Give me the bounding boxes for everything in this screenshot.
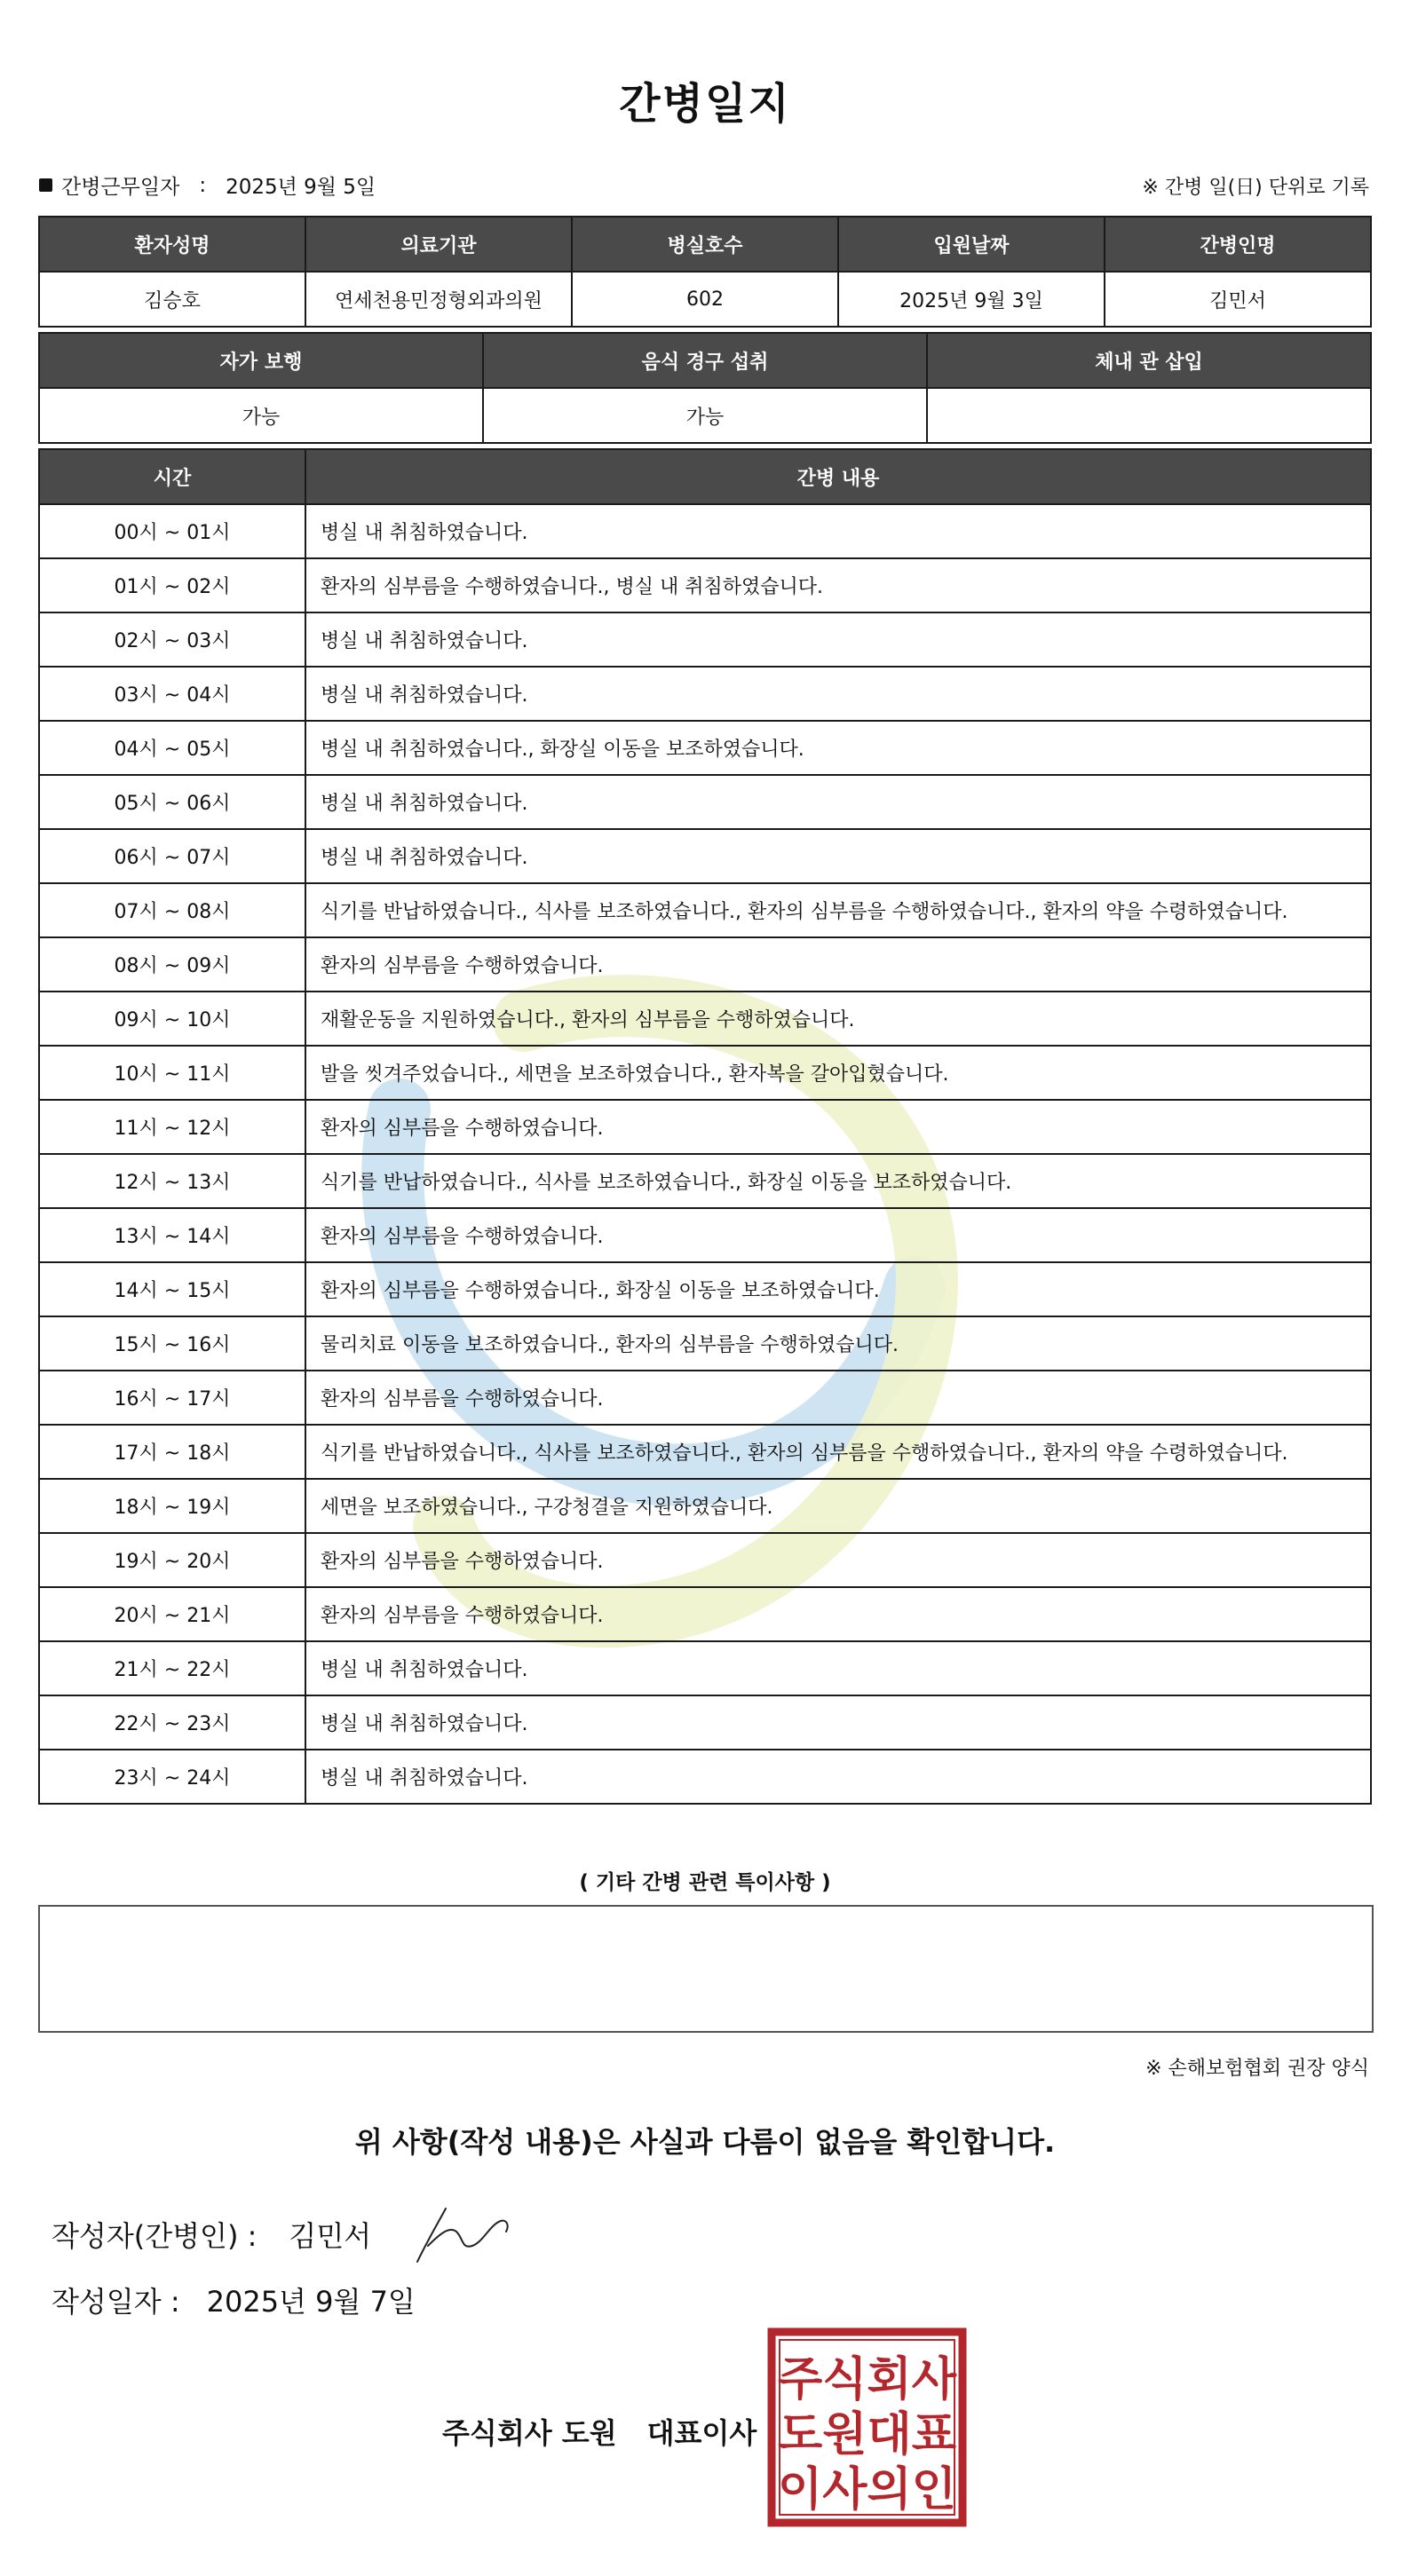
care-log-content: 식기를 반납하였습니다., 식사를 보조하였습니다., 화장실 이동을 보조하였습니다. (305, 1154, 1371, 1208)
care-log-row (39, 1533, 1371, 1587)
care-log-content: 병실 내 취침하였습니다. (305, 667, 1371, 721)
header-room: 병실호수 (572, 217, 838, 272)
care-log-time: 19시 ~ 20시 (39, 1533, 305, 1587)
care-log-content: 병실 내 취침하였습니다. (305, 612, 1371, 667)
care-log-content: 환자의 심부름을 수행하였습니다. (305, 1533, 1371, 1587)
header-care-content: 간병 내용 (305, 449, 1371, 504)
status-value-row (39, 388, 1371, 443)
confirmation-statement: 위 사항(작성 내용)은 사실과 다름이 없음을 확인합니다. (354, 2125, 1056, 2159)
care-log-row (39, 775, 1371, 829)
care-log-time: 00시 ~ 01시 (39, 504, 305, 558)
care-log-time: 07시 ~ 08시 (39, 883, 305, 937)
company-name: 주식회사 도원 (442, 2416, 617, 2450)
care-log-content: 발을 씻겨주었습니다., 세면을 보조하였습니다., 환자복을 갈아입혔습니다. (305, 1046, 1371, 1100)
room-number: 602 (572, 272, 838, 327)
care-log-time: 04시 ~ 05시 (39, 721, 305, 775)
patient-info-header-row (39, 217, 1371, 272)
unit-note: ※ 간병 일(日) 단위로 기록 (1142, 177, 1369, 199)
care-log-time: 01시 ~ 02시 (39, 558, 305, 612)
care-log-content: 병실 내 취침하였습니다. (305, 1750, 1371, 1804)
care-log-time: 08시 ~ 09시 (39, 937, 305, 992)
header-admission-date: 입원날짜 (838, 217, 1105, 272)
patient-info-table (38, 216, 1372, 328)
notes-title: ( 기타 간병 관련 특이사항 ) (579, 1871, 831, 1894)
form-source-note: ※ 손해보험협회 권장 양식 (1145, 2058, 1369, 2080)
care-log-row (39, 612, 1371, 667)
admission-date: 2025년 9월 3일 (838, 272, 1105, 327)
work-date-line (39, 170, 376, 200)
care-log-row (39, 1641, 1371, 1695)
care-log-row (39, 667, 1371, 721)
care-log-content: 물리치료 이동을 보조하였습니다., 환자의 심부름을 수행하였습니다. (305, 1316, 1371, 1371)
svg-text:도원대표: 도원대표 (778, 2408, 956, 2461)
care-log-content: 병실 내 취침하였습니다. (305, 829, 1371, 883)
patient-info-value-row (39, 272, 1371, 327)
care-log-content: 병실 내 취침하였습니다. (305, 504, 1371, 558)
care-log-content: 환자의 심부름을 수행하였습니다. (305, 1100, 1371, 1154)
care-log-row (39, 1750, 1371, 1804)
care-log-content: 식기를 반납하였습니다., 식사를 보조하였습니다., 환자의 심부름을 수행하였습니다., 환자의 약을 수령하였습니다. (305, 1425, 1371, 1479)
written-date-value: 2025년 9월 7일 (206, 2285, 416, 2319)
tube-insertion-status (927, 388, 1371, 443)
care-log-row (39, 721, 1371, 775)
care-log-content: 환자의 심부름을 수행하였습니다. (305, 937, 1371, 992)
written-date-label: 작성일자 : (51, 2285, 180, 2319)
care-log-content: 환자의 심부름을 수행하였습니다. (305, 1371, 1371, 1425)
care-log-row (39, 992, 1371, 1046)
care-log-content: 식기를 반납하였습니다., 식사를 보조하였습니다., 환자의 심부름을 수행하였습니다., 환자의 약을 수령하였습니다. (305, 883, 1371, 937)
care-log-time: 03시 ~ 04시 (39, 667, 305, 721)
patient-status-table (38, 332, 1372, 444)
care-log-time: 22시 ~ 23시 (39, 1695, 305, 1750)
company-line (442, 2411, 756, 2452)
header-patient-name: 환자성명 (39, 217, 305, 272)
company-representative: 대표이사 (646, 2416, 757, 2450)
care-log-time: 05시 ~ 06시 (39, 775, 305, 829)
care-log-row (39, 1316, 1371, 1371)
work-date-label: 간병근무일자 (61, 176, 180, 199)
header-oral-intake: 음식 경구 섭취 (483, 333, 927, 388)
written-date-line (51, 2280, 416, 2320)
walking-status: 가능 (39, 388, 483, 443)
work-date-separator: : (199, 173, 207, 197)
care-log-row (39, 1262, 1371, 1316)
care-log-time: 06시 ~ 07시 (39, 829, 305, 883)
patient-name: 김승호 (39, 272, 305, 327)
header-time: 시간 (39, 449, 305, 504)
care-log-row (39, 504, 1371, 558)
svg-text:주식회사: 주식회사 (778, 2353, 956, 2406)
care-log-time: 20시 ~ 21시 (39, 1587, 305, 1641)
writer-line (51, 2214, 371, 2255)
care-log-content: 병실 내 취침하였습니다., 화장실 이동을 보조하였습니다. (305, 721, 1371, 775)
care-log-time: 21시 ~ 22시 (39, 1641, 305, 1695)
care-log-time: 16시 ~ 17시 (39, 1371, 305, 1425)
oral-intake-status: 가능 (483, 388, 927, 443)
notes-box (38, 1905, 1374, 2033)
caregiver-name: 김민서 (1105, 272, 1371, 327)
header-hospital: 의료기관 (305, 217, 572, 272)
care-log-content: 환자의 심부름을 수행하였습니다. (305, 1208, 1371, 1262)
care-log-content: 환자의 심부름을 수행하였습니다., 화장실 이동을 보조하였습니다. (305, 1262, 1371, 1316)
care-log-row (39, 558, 1371, 612)
care-log-time: 09시 ~ 10시 (39, 992, 305, 1046)
care-log-row (39, 829, 1371, 883)
header-walking: 자가 보행 (39, 333, 483, 388)
care-log-time: 11시 ~ 12시 (39, 1100, 305, 1154)
header-caregiver: 간병인명 (1105, 217, 1371, 272)
care-log-row (39, 937, 1371, 992)
care-log-content: 재활운동을 지원하였습니다., 환자의 심부름을 수행하였습니다. (305, 992, 1371, 1046)
care-log-row (39, 1371, 1371, 1425)
company-seal-stamp (767, 2327, 967, 2527)
care-log-row (39, 1046, 1371, 1100)
care-log-time: 15시 ~ 16시 (39, 1316, 305, 1371)
work-date-value: 2025년 9월 5일 (226, 176, 376, 199)
care-log-time: 10시 ~ 11시 (39, 1046, 305, 1100)
header-tube-insertion: 체내 관 삽입 (927, 333, 1371, 388)
care-log-row (39, 1100, 1371, 1154)
care-log-time: 13시 ~ 14시 (39, 1208, 305, 1262)
care-log-row (39, 1479, 1371, 1533)
care-log-row (39, 1587, 1371, 1641)
care-log-time: 23시 ~ 24시 (39, 1750, 305, 1804)
care-log-content: 환자의 심부름을 수행하였습니다. (305, 1587, 1371, 1641)
care-log-row (39, 883, 1371, 937)
care-log-row (39, 1208, 1371, 1262)
care-log-body (39, 504, 1371, 1804)
care-log-row (39, 1425, 1371, 1479)
document-title: 간병일지 (619, 79, 791, 129)
care-log-content: 병실 내 취침하였습니다. (305, 775, 1371, 829)
care-log-table (38, 448, 1372, 1805)
writer-name: 김민서 (289, 2219, 372, 2253)
care-log-time: 18시 ~ 19시 (39, 1479, 305, 1533)
care-log-time: 14시 ~ 15시 (39, 1262, 305, 1316)
care-log-row (39, 1154, 1371, 1208)
care-log-content: 환자의 심부름을 수행하였습니다., 병실 내 취침하였습니다. (305, 558, 1371, 612)
svg-text:이사의인: 이사의인 (778, 2463, 956, 2517)
bullet-square-icon (39, 178, 52, 192)
care-log-content: 병실 내 취침하였습니다. (305, 1695, 1371, 1750)
hospital-name: 연세천용민정형외과의원 (305, 272, 572, 327)
care-log-time: 12시 ~ 13시 (39, 1154, 305, 1208)
care-log-content: 병실 내 취침하였습니다. (305, 1641, 1371, 1695)
care-log-row (39, 1695, 1371, 1750)
writer-label: 작성자(간병인) : (51, 2219, 257, 2253)
care-log-time: 17시 ~ 18시 (39, 1425, 305, 1479)
care-log-header-row (39, 449, 1371, 504)
signature (410, 2191, 526, 2271)
care-log-time: 02시 ~ 03시 (39, 612, 305, 667)
care-log-content: 세면을 보조하였습니다., 구강청결을 지원하였습니다. (305, 1479, 1371, 1533)
status-header-row (39, 333, 1371, 388)
